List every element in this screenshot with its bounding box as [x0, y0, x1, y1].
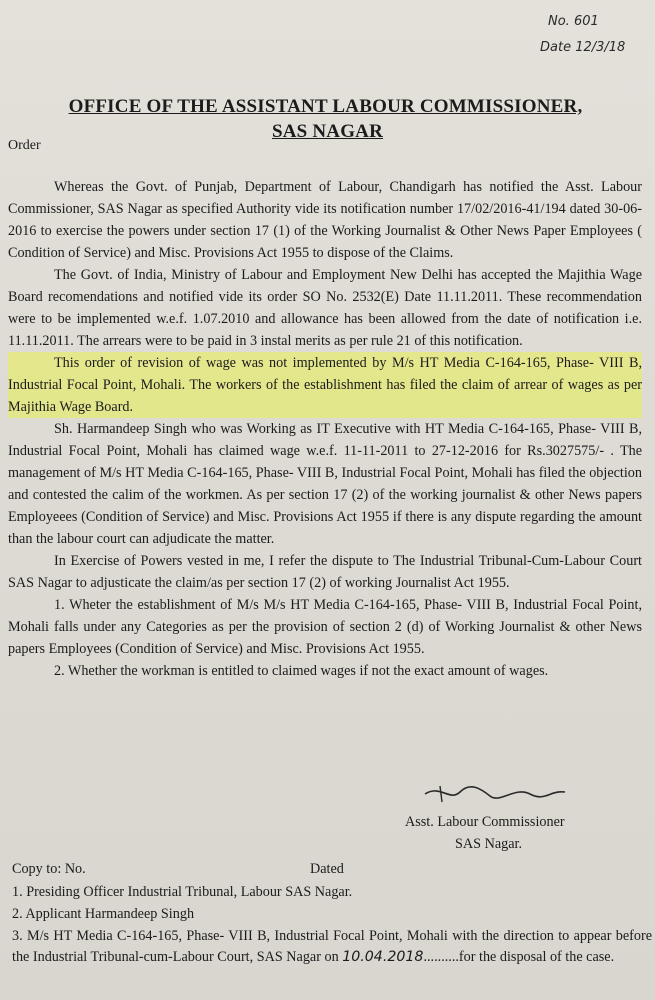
copy-item-3 [12, 926, 652, 968]
order-label: Order [8, 138, 41, 153]
hearing-date: 10.04.2018 [342, 949, 424, 965]
paragraph-wage-board: The Govt. of India, Ministry of Labour and Employment New Delhi has accepted the Majithia Wage Board recomendations and notified vide its order SO No. 2532(E) Date 11.11.2011. These recommendation were to be implemented w.e.f. 1.07.2010 and allowance has been allowed from the date of notification i.e. 11.11.2011. The arrears were to be paid in 3 instal merits as per rule 21 of this notification. [8, 267, 642, 349]
hearing-suffix: ..........for the disposal of the case. [423, 949, 615, 965]
point-one: 1. Wheter the establishment of M/s M/s HT Media C-164-165, Phase- VIII B, Industrial Focal Point, Mohali falls under any Categories as per the provision of section 2 (d) of Working Journalist & other News papers Employees (Condition of Service) and Misc. Provisions Act 1955. [8, 597, 642, 657]
handwritten-number: No. 601 [548, 14, 599, 29]
copy-dated-label: Dated [310, 861, 344, 877]
paragraph-harmandeep-claim: Sh. Harmandeep Singh who was Working as IT Executive with HT Media C-164-165, Phase- VIII B, Industrial Focal Point, Mohali has claimed wage w.e.f. 11-11-2011 to 27-12-2016 for Rs.3027575/- . The management of M/s HT Media C-164-165, Phase- VIII B, Industrial Focal Point, Mohali has filed the objection and contested the calim of the workmen. As per section 17 (2) of the working journalist & other News papers Employeees (Condition of Service) and Misc. Provisions Act 1955 if there is any dispute regarding the amount than the labour court can adjudicate the matter. [8, 421, 642, 547]
office-subtitle: SAS NAGAR [271, 121, 384, 142]
handwritten-date: Date 12/3/18 [540, 40, 626, 55]
signatory-designation: Asst. Labour Commissioner [405, 814, 565, 830]
copy-item-2: 2. Applicant Harmandeep Singh [12, 906, 195, 922]
copy-to-label: Copy to: No. [12, 861, 86, 877]
order-body [8, 176, 642, 682]
signatory-place: SAS Nagar. [455, 836, 522, 852]
paragraph-highlighted-claim: This order of revision of wage was not implemented by M/s HT Media C-164-165, Phase- VIII B, Industrial Focal Point, Mohali. The workers of the establishment has filed the claim of arrear of wages as per Majithia Wage Board. [8, 352, 642, 418]
office-title: OFFICE OF THE ASSISTANT LABOUR COMMISSIONER, [68, 96, 583, 117]
point-two: 2. Whether the workman is entitled to claimed wages if not the exact amount of wages. [54, 663, 549, 679]
signature [420, 780, 570, 806]
paragraph-reference: In Exercise of Powers vested in me, I refer the dispute to The Industrial Tribunal-Cum-Labour Court SAS Nagar to adjusticate the claim/as per section 17 (2) of working Journalist Act 1955. [8, 553, 642, 591]
paragraph-notification: Whereas the Govt. of Punjab, Department of Labour, Chandigarh has notified the Asst. Labour Commissioner, SAS Nagar as specified Authority vide its notification number 17/02/2016-41/194 dated 30-06-2016 to exercise the powers under section 17 (1) of the Working Journalist & Other News Paper Employees ( Condition of Service) and Misc. Provisions Act 1955 to dispose of the Claims. [8, 179, 642, 261]
copy-item-3-text: 3. M/s HT Media C-164-165, Phase- VIII B, Industrial Focal Point, Mohali with the direction to appear before the Industrial Tribunal-cum-Labour Court, SAS Nagar on [12, 928, 652, 965]
copy-item-1: 1. Presiding Officer Industrial Tribunal, Labour SAS Nagar. [12, 884, 353, 900]
